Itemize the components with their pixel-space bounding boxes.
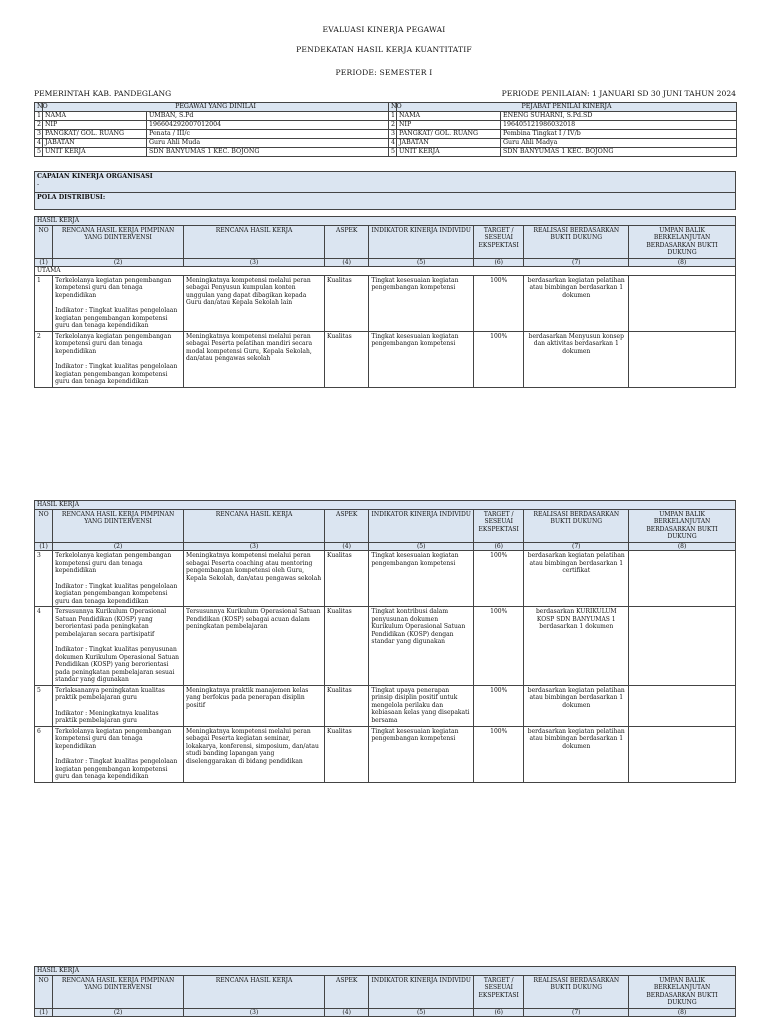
column-number-row: [35, 258, 736, 267]
paragraph-gap: [55, 702, 181, 710]
identity-row: [35, 130, 737, 139]
column-header: ASPEK: [325, 509, 369, 542]
identity-no-right: 5: [389, 148, 397, 157]
table-row: [35, 551, 736, 607]
identity-no: 4: [35, 139, 43, 148]
umpan-balik-cell: [629, 607, 736, 686]
rencana-pimpinan-cell: [53, 607, 184, 686]
column-number: (5): [369, 542, 474, 551]
pola-title: POLA DISTRIBUSI:: [37, 194, 106, 201]
column-header: INDIKATOR KINERJA INDIVIDU: [369, 509, 474, 542]
identity-left-value: 196604292007012004: [147, 121, 389, 130]
column-number: (3): [184, 258, 325, 267]
target-cell: 100%: [474, 607, 524, 686]
aspek-cell: Kualitas: [325, 685, 369, 726]
rencana-pimpinan-text: Indikator : Tingkat kualitas penyusunan dokumen Kurikulum Operasional Satuan Pendidikan (KOSP) yang berorientasi pada peningkatan pembelajaran sesuai standar yang digunakan: [55, 646, 180, 683]
rencana-pimpinan-text: Terkelolanya kegiatan pengembangan kompetensi guru dan tenaga kependidikan: [55, 332, 172, 355]
table-row: [35, 607, 736, 686]
table-row: [35, 685, 736, 726]
identity-right-value: SDN BANYUMAS 1 KEC. BOJONG: [501, 148, 737, 157]
column-number: (6): [474, 542, 524, 551]
column-number: (4): [325, 258, 369, 267]
hasil-kerja-title: HASIL KERJA: [35, 217, 736, 226]
column-header: TARGET / SESEUAI EKSPEKTASI: [474, 975, 524, 1008]
column-number: (1): [35, 542, 53, 551]
column-header: REALISASI BERDASARKAN BUKTI DUKUNG: [524, 225, 629, 258]
rencana-hasil-kerja: Meningkatnya kompetensi melalui peran sebagai Peserta coaching atau mentoring pengembangan kompetensi oleh Guru, Kepala Sekolah, dan/atau pengawas sekolah: [184, 551, 325, 607]
identity-label: PANGKAT/ GOL. RUANG: [43, 130, 147, 139]
column-header: RENCANA HASIL KERJA PIMPINAN YANG DIINTERVENSI: [53, 225, 184, 258]
periode-penilaian-label: PERIODE PENILAIAN: 1 JANUARI SD 30 JUNI TAHUN 2024: [501, 89, 736, 98]
column-header: ASPEK: [325, 225, 369, 258]
rencana-hasil-kerja: Meningkatnya kompetensi melalui peran sebagai Peserta kegiatan seminar, lokakarya, konferensi, simposium, dan/atau studi banding lapangan yang diselenggarakan di bidang pendidikan: [184, 726, 325, 782]
identity-label-right: NAMA: [397, 112, 501, 121]
hasil-kerja-title-row: [35, 217, 736, 226]
column-number: (2): [53, 258, 184, 267]
hasil-kerja-header-row: [35, 975, 736, 1008]
umpan-balik-cell: [629, 726, 736, 782]
identity-left-value: SDN BANYUMAS 1 KEC. BOJONG: [147, 148, 389, 157]
identity-label-right: JABATAN: [397, 139, 501, 148]
row-no: 3: [35, 551, 53, 607]
utama-label: UTAMA: [35, 267, 736, 276]
rencana-pimpinan-text: Indikator : Tingkat kualitas pengelolaan kegiatan pengembangan kompetensi guru dan tenaga kependidikan: [55, 758, 178, 780]
column-header: UMPAN BALIK BERKELANJUTAN BERDASARKAN BUKTI DUKUNG: [629, 975, 736, 1008]
rencana-hasil-kerja: Meningkatnya praktik manajemen kelas yang berfokus pada penerapan disiplin positif: [184, 685, 325, 726]
table-row: [35, 726, 736, 782]
capaian-title: CAPAIAN KINERJA ORGANISASI: [37, 173, 153, 180]
column-number: (2): [53, 1008, 184, 1017]
hasil-kerja-title-row: [35, 967, 736, 976]
column-number: (4): [325, 542, 369, 551]
column-number: (1): [35, 258, 53, 267]
identity-col-no-right: NO: [389, 103, 397, 112]
hasil-kerja-table: [34, 500, 736, 783]
hasil-kerja-title-row: [35, 501, 736, 510]
column-number: (7): [524, 258, 629, 267]
identity-right-value: Pembina Tingkat I / IV/b: [501, 130, 737, 139]
identity-table: [34, 102, 737, 157]
column-header: REALISASI BERDASARKAN BUKTI DUKUNG: [524, 975, 629, 1008]
identity-no-right: 2: [389, 121, 397, 130]
column-number: (2): [53, 542, 184, 551]
paragraph-gap: [55, 750, 181, 758]
identity-no: 2: [35, 121, 43, 130]
indikator-cell: Tingkat kesesuaian kegiatan pengembangan kompetensi: [369, 275, 474, 331]
row-no: 5: [35, 685, 53, 726]
rencana-pimpinan-text: Terkelolanya kegiatan pengembangan kompetensi guru dan tenaga kependidikan: [55, 727, 172, 750]
column-number: (4): [325, 1008, 369, 1017]
row-no: 4: [35, 607, 53, 686]
rencana-pimpinan-cell: [53, 726, 184, 782]
realisasi-cell: berdasarkan kegiatan pelatihan atau bimbingan berdasarkan 1 dokumen: [524, 275, 629, 331]
pola-row: [35, 193, 736, 210]
identity-left-value: Penata / III/c: [147, 130, 389, 139]
identity-label-right: UNIT KERJA: [397, 148, 501, 157]
periode-label: PERIODE: SEMESTER I: [335, 68, 433, 77]
realisasi-cell: berdasarkan KURIKULUM KOSP SDN BANYUMAS 1 berdasarkan 1 dokumen: [524, 607, 629, 686]
aspek-cell: Kualitas: [325, 331, 369, 387]
hasil-kerja-header-row: [35, 225, 736, 258]
umpan-balik-cell: [629, 275, 736, 331]
indikator-cell: Tingkat kesesuaian kegiatan pengembangan kompetensi: [369, 726, 474, 782]
capaian-table: [34, 171, 736, 210]
realisasi-cell: berdasarkan Menyusun konsep dan aktivitas berdasarkan 1 dokumen: [524, 331, 629, 387]
capaian-value: -: [37, 180, 40, 188]
identity-right-value: 196405121986032018: [501, 121, 737, 130]
column-number: (1): [35, 1008, 53, 1017]
identity-label: UNIT KERJA: [43, 148, 147, 157]
identity-no: 3: [35, 130, 43, 139]
identity-left-value: Guru Ahli Muda: [147, 139, 389, 148]
rencana-pimpinan-cell: [53, 551, 184, 607]
column-number: (5): [369, 1008, 474, 1017]
capaian-row: [35, 172, 736, 193]
column-header: RENCANA HASIL KERJA: [184, 509, 325, 542]
table-row: [35, 331, 736, 387]
identity-right-value: ENENG SUHARNI, S.Pd.SD: [501, 112, 737, 121]
identity-row: [35, 139, 737, 148]
column-number: (8): [629, 1008, 736, 1017]
hasil-kerja-table: [34, 966, 736, 1017]
indikator-cell: Tingkat kontribusi dalam penyusunan dokumen Kurikulum Operasional Satuan Pendidikan (KOSP) dengan standar yang digunakan: [369, 607, 474, 686]
rencana-hasil-kerja: Meningkatnya kompetensi melalui peran sebagai Penyusun kumpulan konten unggulan yang dapat dibagikan kepada Guru dan/atau Kepala Sekolah lain: [184, 275, 325, 331]
identity-right-value: Guru Ahli Madya: [501, 139, 737, 148]
rencana-pimpinan-cell: [53, 685, 184, 726]
target-cell: 100%: [474, 275, 524, 331]
column-number: (5): [369, 258, 474, 267]
column-header: NO: [35, 975, 53, 1008]
target-cell: 100%: [474, 685, 524, 726]
table-row: [35, 275, 736, 331]
aspek-cell: Kualitas: [325, 551, 369, 607]
column-header: RENCANA HASIL KERJA PIMPINAN YANG DIINTERVENSI: [53, 509, 184, 542]
column-header: ASPEK: [325, 975, 369, 1008]
column-header: RENCANA HASIL KERJA: [184, 225, 325, 258]
identity-label: JABATAN: [43, 139, 147, 148]
column-header: INDIKATOR KINERJA INDIVIDU: [369, 975, 474, 1008]
rencana-hasil-kerja: Tersusunnya Kurikulum Operasional Satuan Pendidikan (KOSP) sebagai acuan dalam peningkatan pembelajaran: [184, 607, 325, 686]
column-header: REALISASI BERDASARKAN BUKTI DUKUNG: [524, 509, 629, 542]
column-number-row: [35, 1008, 736, 1017]
rencana-pimpinan-text: Indikator : Tingkat kualitas pengelolaan kegiatan pengembangan kompetensi guru dan tenaga kependidikan: [55, 582, 178, 605]
identity-no: 1: [35, 112, 43, 121]
identity-no-right: 1: [389, 112, 397, 121]
identity-row: [35, 121, 737, 130]
meta-row: [34, 89, 736, 98]
column-number: (6): [474, 1008, 524, 1017]
target-cell: 100%: [474, 331, 524, 387]
target-cell: 100%: [474, 551, 524, 607]
umpan-balik-cell: [629, 331, 736, 387]
column-number: (8): [629, 258, 736, 267]
identity-label: NAMA: [43, 112, 147, 121]
indikator-cell: Tingkat kesesuaian kegiatan pengembangan kompetensi: [369, 551, 474, 607]
realisasi-cell: berdasarkan kegiatan pelatihan atau bimbingan berdasarkan 1 dokumen: [524, 726, 629, 782]
rencana-hasil-kerja: Meningkatnya kompetensi melalui peran sebagai Peserta pelatihan mandiri secara modal kompetensi Guru, Kepala Sekolah, dan/atau pengawas sekolah: [184, 331, 325, 387]
doc-title: EVALUASI KINERJA PEGAWAI: [322, 25, 446, 34]
target-cell: 100%: [474, 726, 524, 782]
realisasi-cell: berdasarkan kegiatan pelatihan atau bimbingan berdasarkan 1 certifikat: [524, 551, 629, 607]
hasil-kerja-title: HASIL KERJA: [35, 501, 736, 510]
doc-subtitle: PENDEKATAN HASIL KERJA KUANTITATIF: [296, 45, 472, 54]
identity-no-right: 4: [389, 139, 397, 148]
column-number: (7): [524, 542, 629, 551]
rencana-pimpinan-text: Tersusunnya Kurikulum Operasional Satuan Pendidikan (KOSP) yang berorientasi pada peningkatan pembelajaran secara partisipatif: [55, 608, 167, 638]
aspek-cell: Kualitas: [325, 607, 369, 686]
identity-label-right: NIP: [397, 121, 501, 130]
column-header: NO: [35, 225, 53, 258]
column-header: RENCANA HASIL KERJA: [184, 975, 325, 1008]
rencana-pimpinan-text: Indikator : Meningkatnya kualitas praktik pembelajaran guru: [55, 709, 159, 724]
identity-col-no: NO: [35, 103, 43, 112]
row-no: 6: [35, 726, 53, 782]
identity-header-row: [35, 103, 737, 112]
hasil-kerja-table: [34, 216, 736, 388]
rencana-pimpinan-text: Indikator : Tingkat kualitas pengelolaan kegiatan pengembangan kompetensi guru dan tenaga kependidikan: [55, 307, 178, 329]
column-header: TARGET / SESEUAI EKSPEKTASI: [474, 509, 524, 542]
paragraph-gap: [55, 355, 181, 363]
realisasi-cell: berdasarkan kegiatan pelatihan atau bimbingan berdasarkan 1 dokumen: [524, 685, 629, 726]
identity-row: [35, 112, 737, 121]
aspek-cell: Kualitas: [325, 726, 369, 782]
paragraph-gap: [55, 575, 181, 583]
rencana-pimpinan-text: Terkelolanya kegiatan pengembangan kompetensi guru dan tenaga kependidikan: [55, 276, 172, 299]
identity-row: [35, 148, 737, 157]
aspek-cell: Kualitas: [325, 275, 369, 331]
umpan-balik-cell: [629, 551, 736, 607]
column-number: (6): [474, 258, 524, 267]
identity-label-right: PANGKAT/ GOL. RUANG: [397, 130, 501, 139]
column-number-row: [35, 542, 736, 551]
rencana-pimpinan-cell: [53, 331, 184, 387]
identity-label: NIP: [43, 121, 147, 130]
identity-no: 5: [35, 148, 43, 157]
rencana-pimpinan-text: Terkelolanya kegiatan pengembangan kompetensi guru dan tenaga kependidikan: [55, 552, 172, 574]
hasil-kerja-header-row: [35, 509, 736, 542]
rencana-pimpinan-cell: [53, 275, 184, 331]
column-header: RENCANA HASIL KERJA PIMPINAN YANG DIINTERVENSI: [53, 975, 184, 1008]
column-number: (8): [629, 542, 736, 551]
rencana-pimpinan-text: Indikator : Tingkat kualitas pengelolaan kegiatan pengembangan kompetensi guru dan tenaga kependidikan: [55, 363, 178, 385]
column-number: (7): [524, 1008, 629, 1017]
row-no: 1: [35, 275, 53, 331]
rencana-pimpinan-text: Terlaksananya peningkatan kualitas praktik pembelajaran guru: [55, 686, 165, 701]
identity-no-right: 3: [389, 130, 397, 139]
paragraph-gap: [55, 299, 181, 307]
row-no: 2: [35, 331, 53, 387]
indikator-cell: Tingkat kesesuaian kegiatan pengembangan kompetensi: [369, 331, 474, 387]
utama-row: [35, 267, 736, 276]
indikator-cell: Tingkat upaya penerapan prinsip disiplin positif untuk mengelola perilaku dan kebiasaan kelas yang disepakati bersama: [369, 685, 474, 726]
umpan-balik-cell: [629, 685, 736, 726]
identity-right-title: PEJABAT PENILAI KINERJA: [397, 103, 737, 112]
column-header: UMPAN BALIK BERKELANJUTAN BERDASARKAN BUKTI DUKUNG: [629, 509, 736, 542]
column-header: UMPAN BALIK BERKELANJUTAN BERDASARKAN BUKTI DUKUNG: [629, 225, 736, 258]
paragraph-gap: [55, 638, 181, 646]
column-number: (3): [184, 542, 325, 551]
hasil-kerja-title: HASIL KERJA: [35, 967, 736, 976]
column-header: NO: [35, 509, 53, 542]
identity-left-title: PEGAWAI YANG DINILAI: [43, 103, 389, 112]
instansi-label: PEMERINTAH KAB. PANDEGLANG: [34, 89, 172, 98]
column-header: TARGET / SESEUAI EKSPEKTASI: [474, 225, 524, 258]
identity-left-value: UMBAN, S.Pd: [147, 112, 389, 121]
column-number: (3): [184, 1008, 325, 1017]
column-header: INDIKATOR KINERJA INDIVIDU: [369, 225, 474, 258]
